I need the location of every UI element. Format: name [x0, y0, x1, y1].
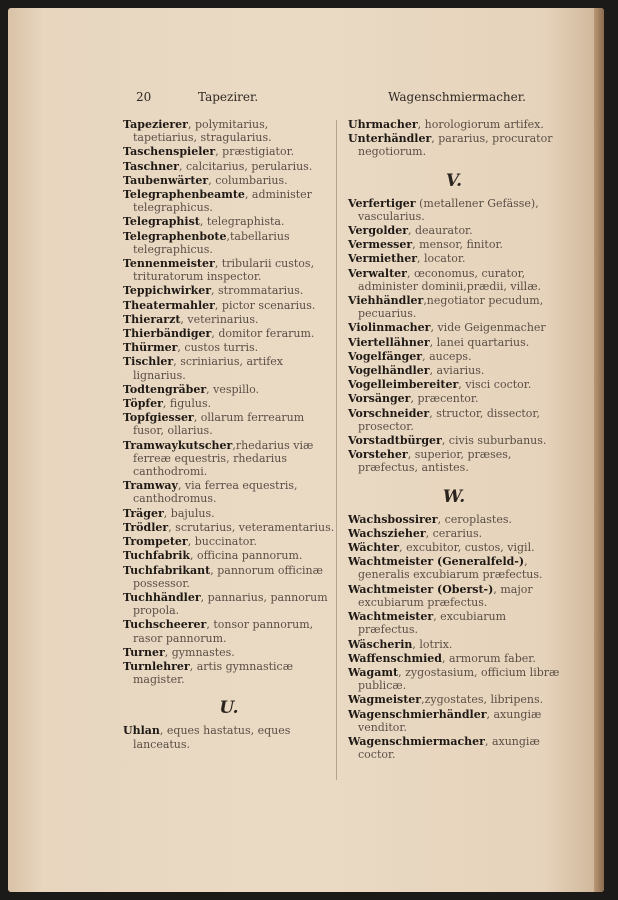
entry-definition: , pictor scenarius. — [214, 298, 316, 312]
entry-term: Telegraphist — [123, 215, 200, 229]
entry-definition: , via ferrea equestris, canthodromus. — [133, 479, 298, 506]
dictionary-entry — [123, 341, 335, 354]
dictionary-entry — [123, 327, 335, 340]
entry-term: Turnlehrer — [123, 659, 190, 673]
entry-term: Wäscherin — [348, 637, 413, 651]
dictionary-entry — [348, 527, 560, 540]
book-page — [8, 8, 604, 892]
entry-definition: , veterinarius. — [180, 312, 259, 326]
entry-definition: , vespillo. — [206, 382, 260, 396]
dictionary-entry — [123, 646, 335, 659]
entry-definition: , tonsor pannorum, rasor pannorum. — [133, 618, 314, 645]
entry-term: Vermiether — [348, 252, 418, 266]
entry-definition: , bajulus. — [163, 506, 215, 520]
dictionary-entry — [123, 230, 335, 256]
entry-definition: , axungiæ coctor. — [358, 734, 540, 762]
entry-term: Vorstadtbürger — [348, 434, 442, 448]
entry-definition: , domitor ferarum. — [211, 327, 315, 341]
dictionary-entry — [123, 618, 335, 644]
entry-definition: , figulus. — [162, 397, 212, 411]
entry-definition: , pannorum officinæ possessor. — [133, 563, 323, 590]
dictionary-entry — [348, 350, 560, 363]
dictionary-entry — [123, 145, 335, 158]
dictionary-entry — [348, 610, 560, 636]
entry-term: Tennenmeister — [123, 257, 215, 271]
entry-term: Tuchhändler — [123, 590, 201, 604]
dictionary-entry — [348, 252, 560, 265]
page-edge — [594, 8, 604, 892]
entry-term: Trödler — [123, 520, 169, 534]
entry-term: Wagamt — [348, 665, 399, 679]
entry-term: Vorsänger — [348, 392, 411, 406]
entry-term: Tuchfabrikant — [123, 563, 211, 577]
dictionary-entry — [123, 257, 335, 283]
entry-term: Tuchscheerer — [123, 618, 207, 632]
entry-definition: , polymitarius, tapetiarius, stragularius. — [133, 118, 272, 145]
entry-definition: ,rhedarius viæ ferreæ equestris, rhedarius canthodromi. — [133, 438, 314, 479]
dictionary-entry — [123, 521, 335, 534]
entry-term: Vorschneider — [348, 406, 430, 420]
dictionary-entry — [348, 583, 560, 609]
dictionary-entry — [123, 299, 335, 312]
dictionary-entry — [348, 238, 560, 251]
entry-definition: , auceps. — [422, 349, 472, 363]
entry-term: Tapezierer — [123, 118, 188, 131]
entry-list — [348, 513, 560, 762]
entry-definition: , pararius, procurator negotiorum. — [358, 132, 553, 159]
entry-term: Vermesser — [348, 238, 413, 252]
entry-term: Thierbändiger — [123, 327, 212, 341]
dictionary-entry — [123, 174, 335, 187]
entry-term: Trompeter — [123, 535, 188, 549]
entry-term: Uhrmacher — [348, 118, 418, 131]
dictionary-entry — [348, 652, 560, 665]
entry-term: Wächter — [348, 541, 400, 555]
dictionary-entry — [348, 336, 560, 349]
dictionary-entry — [348, 735, 560, 761]
dictionary-entry — [123, 397, 335, 410]
entry-term: Verwalter — [348, 266, 407, 280]
entry-term: Träger — [123, 506, 164, 520]
entry-definition: , visci coctor. — [458, 378, 532, 392]
dictionary-entry — [123, 564, 335, 590]
entry-term: Vorsteher — [348, 448, 408, 462]
dictionary-entry — [348, 638, 560, 651]
dictionary-entry — [123, 355, 335, 381]
dictionary-entry — [348, 693, 560, 706]
dictionary-entry — [348, 392, 560, 405]
entry-definition: , generalis excubiarum præfectus. — [358, 555, 543, 582]
entry-definition: , mensor, finitor. — [412, 238, 503, 252]
dictionary-entry — [348, 132, 560, 158]
entry-definition: , cerarius. — [425, 526, 483, 540]
dictionary-entry — [123, 313, 335, 326]
entry-definition: , artis gymnasticæ magister. — [133, 659, 294, 687]
dictionary-entry — [348, 294, 560, 320]
entry-term: Telegraphenbote — [123, 229, 227, 243]
dictionary-entry — [123, 591, 335, 617]
dictionary-entry — [348, 513, 560, 526]
entry-definition: , tribularii custos, trituratorum inspector. — [133, 257, 315, 284]
entry-term: Töpfer — [123, 397, 163, 411]
entry-definition: , buccinator. — [187, 535, 257, 549]
entry-list — [348, 197, 560, 475]
entry-definition: , superior, præses, præfectus, antistes. — [358, 448, 512, 475]
entry-definition: , aviarius. — [429, 364, 485, 378]
dictionary-entry — [123, 535, 335, 548]
entry-definition: (metallener Gefässe), vascularius. — [358, 196, 539, 223]
entry-term: Todtengräber — [123, 382, 207, 396]
entry-definition: , calcitarius, perularius. — [178, 159, 313, 173]
entry-definition: , scrutarius, veteramentarius. — [168, 520, 335, 534]
entry-definition: , lotrix. — [412, 637, 453, 651]
entry-term: Thürmer — [123, 341, 178, 355]
dictionary-entry — [348, 407, 560, 433]
left-column — [123, 118, 335, 752]
entry-definition: , præcentor. — [410, 392, 479, 406]
entry-term: Teppichwirker — [123, 284, 212, 298]
dictionary-entry — [348, 378, 560, 391]
entry-definition: , ollarum ferrearum fusor, ollarius. — [133, 411, 305, 438]
page-number: 20 — [136, 90, 152, 104]
entry-definition: , eques hastatus, eques lanceatus. — [133, 724, 291, 751]
dictionary-entry — [123, 215, 335, 228]
page-header — [126, 90, 554, 110]
entry-term: Violinmacher — [348, 321, 431, 335]
entry-term: Vogelleimbereiter — [348, 378, 459, 392]
entry-term: Wagmeister — [348, 693, 422, 707]
dictionary-entry — [348, 118, 560, 131]
entry-term: Verfertiger — [348, 196, 416, 210]
entry-definition: , officina pannorum. — [190, 549, 303, 563]
section-letter-w: W. — [442, 486, 466, 507]
entry-term: Uhlan — [123, 724, 160, 738]
dictionary-entry — [348, 541, 560, 554]
entry-term: Unterhändler — [348, 132, 432, 146]
dictionary-entry — [348, 708, 560, 734]
entry-term: Wachtmeister (Oberst-) — [348, 582, 494, 596]
entry-definition: , ceroplastes. — [437, 512, 512, 526]
dictionary-entry — [348, 448, 560, 474]
entry-definition: , excubitor, custos, vigil. — [399, 541, 535, 555]
entry-term: Theatermahler — [123, 298, 215, 312]
entry-term: Topfgiesser — [123, 411, 194, 425]
entry-definition: , præstigiator. — [215, 145, 295, 159]
entry-list — [348, 118, 560, 159]
running-head-left: Tapezirer. — [198, 90, 259, 104]
dictionary-entry — [123, 660, 335, 686]
entry-definition: , strommatarius. — [211, 284, 304, 298]
entry-term: Wachtmeister — [348, 610, 434, 624]
dictionary-entry — [123, 188, 335, 214]
entry-definition: , locator. — [417, 252, 466, 266]
entry-term: Tramwaykutscher — [123, 438, 233, 452]
entry-definition: , structor, dissector, prosector. — [358, 406, 540, 433]
dictionary-entry — [348, 321, 560, 334]
dictionary-entry — [348, 666, 560, 692]
entry-term: Taschenspieler — [123, 145, 216, 159]
entry-term: Tramway — [123, 479, 178, 493]
entry-definition: , lanei quartarius. — [429, 335, 530, 349]
entry-definition: , pannarius, pannorum propola. — [133, 590, 328, 618]
entry-definition: ,zygostates, libripens. — [421, 693, 544, 707]
entry-definition: , custos turris. — [177, 341, 259, 355]
entry-definition: , axungiæ venditor. — [358, 707, 542, 734]
dictionary-entry — [123, 479, 335, 505]
entry-definition: , zygostasium, officium libræ publicæ. — [358, 665, 560, 693]
entry-term: Telegraphenbeamte — [123, 188, 245, 202]
entry-term: Wachtmeister (Generalfeld-) — [348, 555, 525, 569]
entry-definition: , armorum faber. — [441, 651, 536, 665]
entry-term: Tischler — [123, 355, 174, 369]
entry-definition: , excubiarum præfectus. — [358, 610, 507, 637]
entry-definition: ,negotiator pecudum, pecuarius. — [358, 294, 544, 321]
dictionary-entry — [123, 439, 335, 479]
column-divider — [336, 120, 337, 780]
section-letter-u: U. — [219, 698, 239, 719]
dictionary-entry — [123, 724, 335, 750]
entry-definition: , scriniarius, artifex lignarius. — [133, 355, 284, 382]
dictionary-entry — [348, 224, 560, 237]
entry-definition: , œconomus, curator, administer dominii,prædii, villæ. — [358, 266, 542, 293]
section-letter-v: V. — [445, 170, 463, 191]
entry-term: Tuchfabrik — [123, 549, 191, 563]
dictionary-entry — [348, 555, 560, 581]
entry-term: Wagenschmiermacher — [348, 734, 485, 748]
dictionary-entry — [348, 434, 560, 447]
entry-term: Wachszieher — [348, 526, 426, 540]
dictionary-entry — [123, 284, 335, 297]
entry-term: Taubenwärter — [123, 173, 209, 187]
entry-definition: , administer telegraphicus. — [133, 188, 312, 215]
entry-definition: , columbarius. — [208, 173, 288, 187]
entry-list — [123, 724, 335, 750]
entry-definition: , gymnastes. — [164, 645, 235, 659]
entry-term: Wagenschmierhändler — [348, 707, 487, 721]
dictionary-entry — [123, 507, 335, 520]
dictionary-entry — [123, 160, 335, 173]
entry-term: Waffenschmied — [348, 651, 442, 665]
entry-definition: ,tabellarius telegraphicus. — [133, 229, 290, 256]
entry-definition: , vide Geigenmacher — [430, 321, 546, 335]
entry-definition: , civis suburbanus. — [441, 434, 547, 448]
dictionary-entry — [123, 549, 335, 562]
entry-term: Viehhändler — [348, 294, 424, 308]
entry-term: Taschner — [123, 159, 179, 173]
running-head-right: Wagenschmiermacher. — [388, 90, 526, 104]
dictionary-entry — [348, 364, 560, 377]
dictionary-entry — [348, 267, 560, 293]
entry-term: Viertellähner — [348, 335, 430, 349]
entry-definition: , major excubiarum præfectus. — [358, 582, 533, 609]
entry-definition: , horologiorum artifex. — [417, 118, 544, 131]
entry-definition: , telegraphista. — [199, 215, 285, 229]
entry-term: Turner — [123, 645, 165, 659]
dictionary-entry — [123, 411, 335, 437]
entry-definition: , deaurator. — [408, 224, 473, 238]
dictionary-entry — [123, 383, 335, 396]
entry-term: Thierarzt — [123, 312, 181, 326]
entry-term: Vogelfänger — [348, 349, 423, 363]
right-column — [348, 118, 560, 762]
dictionary-entry — [348, 197, 560, 223]
entry-list — [123, 118, 335, 686]
dictionary-entry — [123, 118, 335, 144]
entry-term: Vergolder — [348, 224, 409, 238]
entry-term: Vogelhändler — [348, 364, 430, 378]
entry-term: Wachsbossirer — [348, 512, 438, 526]
